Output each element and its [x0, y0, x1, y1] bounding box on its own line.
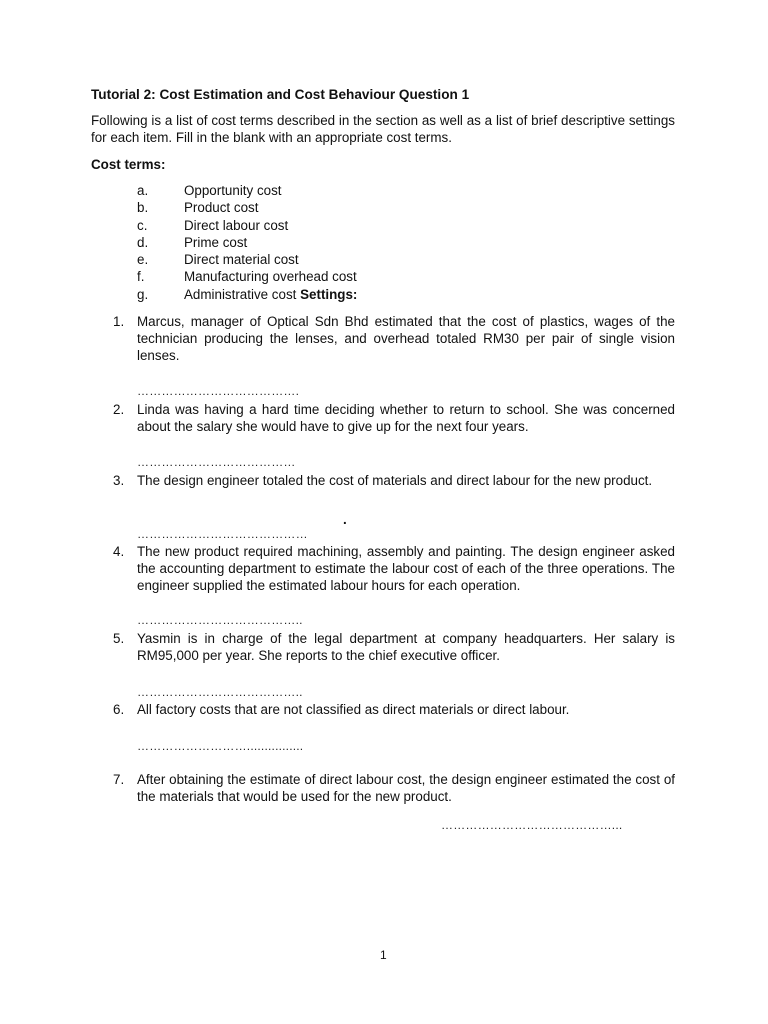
intro-paragraph: Following is a list of cost terms described in the section as well as a list of brief descriptive settings for each item. Fill in the blank with an appropriate cost terms. [91, 113, 675, 145]
answer-blank[interactable]: ……………………………………... [441, 818, 623, 832]
answer-blank[interactable]: ………………………………… [137, 455, 296, 469]
question-number: 4. [113, 544, 125, 559]
question-number: 1. [113, 314, 125, 329]
term-text: Prime cost [184, 234, 248, 250]
term-letter: b. [137, 200, 149, 216]
term-letter: g. [137, 286, 149, 302]
question-number: 3. [113, 473, 125, 488]
question-text: The new product required machining, assembly and painting. The design engineer asked the accounting department to estimate the labour cost of each of the three operations. The engineer supplied the estimated labour hours for each operation. [137, 544, 675, 593]
term-text: Direct material cost [184, 252, 299, 268]
cost-terms-list [137, 182, 437, 303]
question-number: 7. [113, 772, 125, 787]
list-item [137, 182, 437, 199]
settings-heading: Settings: [300, 286, 358, 302]
question-3 [113, 472, 675, 489]
question-text: All factory costs that are not classified as direct materials or direct labour. [137, 702, 570, 717]
term-text-label: Administrative cost [184, 286, 297, 302]
list-item [137, 199, 437, 216]
list-item [137, 234, 437, 251]
question-5 [113, 630, 675, 664]
term-text: Direct labour cost [184, 217, 289, 233]
question-7 [113, 771, 675, 805]
question-number: 6. [113, 702, 125, 717]
term-letter: e. [137, 252, 149, 268]
question-text: Linda was having a hard time deciding whether to return to school. She was concerned about the salary she would have to give up for the next four years. [137, 402, 675, 434]
stray-mark: . [343, 512, 347, 527]
answer-blank[interactable]: …………………………………. [137, 384, 300, 398]
question-6 [113, 701, 675, 718]
answer-blank[interactable]: …………………………………… [137, 527, 308, 541]
question-number: 2. [113, 402, 125, 417]
question-text: After obtaining the estimate of direct labour cost, the design engineer estimated the cost of the materials that would be used for the new product. [137, 772, 675, 804]
term-letter: f. [137, 269, 145, 285]
term-text [184, 286, 357, 303]
list-item [137, 286, 437, 303]
term-text: Opportunity cost [184, 183, 282, 198]
list-item [137, 268, 437, 285]
term-letter: d. [137, 234, 149, 250]
question-2 [113, 401, 675, 435]
answer-blank[interactable]: ………………………………….. [137, 685, 303, 699]
question-4 [113, 543, 675, 594]
term-letter: c. [137, 217, 148, 233]
document-title: Tutorial 2: Cost Estimation and Cost Behaviour Question 1 [91, 87, 470, 102]
question-number: 5. [113, 631, 125, 646]
page-number: 1 [380, 948, 387, 962]
question-text: Marcus, manager of Optical Sdn Bhd estimated that the cost of plastics, wages of the technician producing the lenses, and overhead totaled RM30 per pair of single vision lenses. [137, 314, 675, 363]
answer-blank[interactable]: ………………………………….. [137, 613, 303, 627]
question-1 [113, 313, 675, 364]
term-text: Manufacturing overhead cost [184, 269, 357, 285]
list-item [137, 217, 437, 234]
question-text: Yasmin is in charge of the legal department at company headquarters. Her salary is RM95,000 per year. She reports to the chief executive officer. [137, 631, 675, 663]
answer-blank[interactable]: ………………………................ [137, 739, 304, 753]
cost-terms-heading: Cost terms: [91, 157, 166, 172]
question-text: The design engineer totaled the cost of materials and direct labour for the new product. [137, 473, 653, 488]
list-item [137, 251, 437, 268]
term-text: Product cost [184, 200, 259, 216]
term-letter: a. [137, 183, 149, 198]
